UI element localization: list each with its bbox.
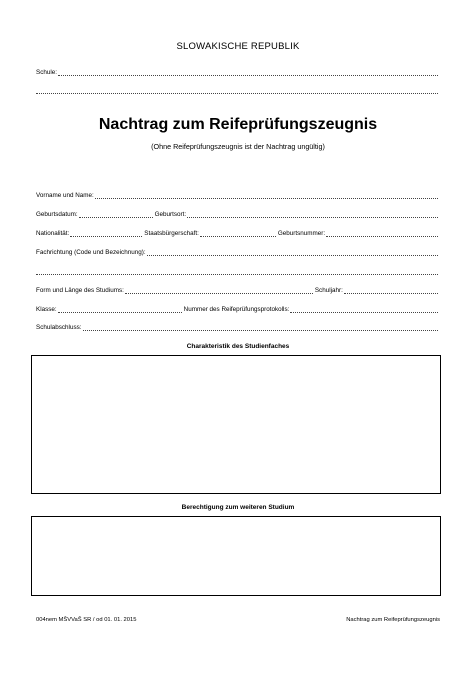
school-field[interactable] (36, 68, 440, 78)
footer-form-code: 004nem MŠVVaŠ SR / od 01. 01. 2015 (36, 617, 137, 623)
school-field-line-2[interactable] (36, 86, 440, 96)
subject-input-line[interactable] (147, 249, 438, 256)
subject-input-line-2[interactable] (36, 268, 438, 275)
protocol-number-label: Nummer des Reifeprüfungsprotokolls: (183, 306, 290, 313)
birth-number-input-line[interactable] (326, 230, 438, 237)
further-study-heading: Berechtigung zum weiteren Studium (181, 504, 295, 511)
school-year-label: Schuljahr: (314, 287, 343, 294)
school-input-line-2[interactable] (36, 87, 438, 94)
name-field[interactable] (36, 191, 440, 201)
class-input-line[interactable] (58, 306, 182, 313)
school-input-line[interactable] (58, 69, 438, 76)
birthdate-label: Geburtsdatum: (36, 211, 78, 218)
subject-label: Fachrichtung (Code und Bezeichnung): (36, 249, 146, 256)
birthdate-input-line[interactable] (79, 211, 153, 218)
birth-row[interactable] (36, 210, 440, 220)
document-title: Nachtrag zum Reifeprüfungszeugnis (98, 116, 378, 133)
country-heading: SLOWAKISCHE REPUBLIK (176, 41, 300, 52)
class-label: Klasse: (36, 306, 57, 313)
name-input-line[interactable] (95, 192, 438, 199)
subject-field[interactable] (36, 248, 440, 258)
school-label: Schule: (36, 69, 58, 76)
citizenship-input-line[interactable] (200, 230, 276, 237)
graduation-field[interactable] (36, 323, 440, 333)
name-label: Vorname und Name: (36, 192, 94, 199)
birth-number-label: Geburtsnummer: (277, 230, 326, 237)
further-study-textbox[interactable] (31, 516, 441, 596)
nationality-label: Nationalität: (36, 230, 70, 237)
class-row[interactable] (36, 305, 440, 315)
study-form-input-line[interactable] (125, 287, 313, 294)
study-form-label: Form und Länge des Studiums: (36, 287, 124, 294)
school-year-input-line[interactable] (344, 287, 438, 294)
study-form-row[interactable] (36, 286, 440, 296)
graduation-label: Schulabschluss: (36, 324, 82, 331)
birthplace-input-line[interactable] (187, 211, 438, 218)
protocol-number-input-line[interactable] (290, 306, 438, 313)
birthplace-label: Geburtsort: (154, 211, 187, 218)
nationality-row[interactable] (36, 229, 440, 239)
characteristics-textbox[interactable] (31, 355, 441, 494)
document-subtitle: (Ohne Reifeprüfungszeugnis ist der Nachtrag ungültig) (151, 142, 325, 151)
subject-field-line-2[interactable] (36, 267, 440, 277)
characteristics-heading: Charakteristik des Studienfaches (186, 343, 290, 350)
footer-document-name: Nachtrag zum Reifeprüfungszeugnis (346, 617, 440, 623)
nationality-input-line[interactable] (70, 230, 142, 237)
graduation-input-line[interactable] (83, 324, 438, 331)
citizenship-label: Staatsbürgerschaft: (144, 230, 199, 237)
